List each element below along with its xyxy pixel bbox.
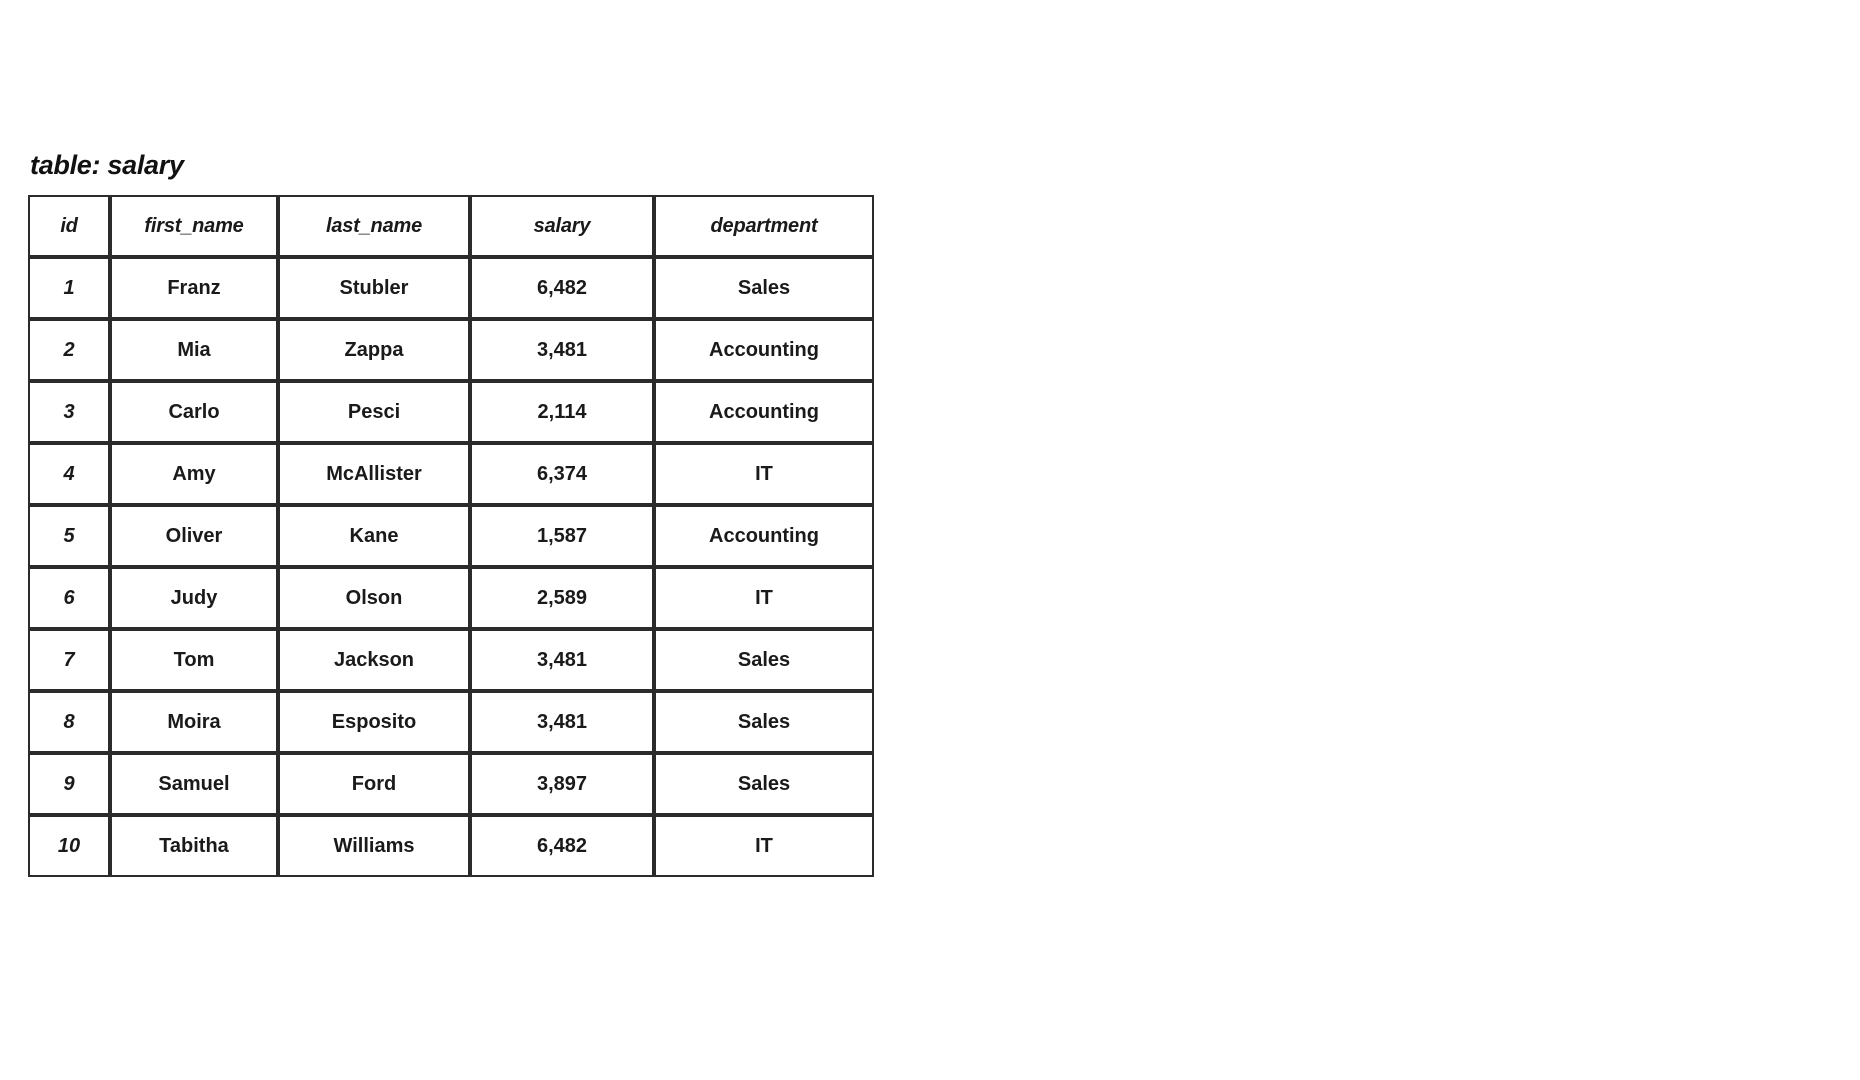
table-header <box>28 195 874 257</box>
cell-department: Sales <box>654 691 874 753</box>
table-row <box>28 815 874 877</box>
cell-last-name: McAllister <box>278 443 470 505</box>
cell-id: 9 <box>28 753 110 815</box>
table-row <box>28 691 874 753</box>
cell-salary: 3,481 <box>470 319 654 381</box>
table-row <box>28 505 874 567</box>
cell-salary: 6,374 <box>470 443 654 505</box>
table-row <box>28 381 874 443</box>
cell-id: 7 <box>28 629 110 691</box>
cell-last-name: Jackson <box>278 629 470 691</box>
cell-first-name: Samuel <box>110 753 278 815</box>
cell-last-name: Esposito <box>278 691 470 753</box>
cell-first-name: Amy <box>110 443 278 505</box>
cell-id: 5 <box>28 505 110 567</box>
cell-last-name: Olson <box>278 567 470 629</box>
cell-id: 3 <box>28 381 110 443</box>
cell-first-name: Franz <box>110 257 278 319</box>
cell-salary: 2,589 <box>470 567 654 629</box>
table-row <box>28 443 874 505</box>
cell-first-name: Tom <box>110 629 278 691</box>
cell-salary: 3,481 <box>470 629 654 691</box>
cell-department: Accounting <box>654 505 874 567</box>
cell-id: 10 <box>28 815 110 877</box>
table-caption: table: salary <box>30 150 184 180</box>
cell-id: 1 <box>28 257 110 319</box>
table-body <box>28 257 874 877</box>
salary-table <box>28 195 874 877</box>
cell-salary: 6,482 <box>470 815 654 877</box>
cell-department: IT <box>654 443 874 505</box>
column-header-last-name: last_name <box>278 195 470 257</box>
column-header-first-name: first_name <box>110 195 278 257</box>
cell-department: Accounting <box>654 319 874 381</box>
table-row <box>28 629 874 691</box>
cell-id: 6 <box>28 567 110 629</box>
column-header-department: department <box>654 195 874 257</box>
cell-last-name: Stubler <box>278 257 470 319</box>
cell-id: 4 <box>28 443 110 505</box>
cell-last-name: Pesci <box>278 381 470 443</box>
cell-salary: 3,481 <box>470 691 654 753</box>
column-header-id: id <box>28 195 110 257</box>
cell-first-name: Carlo <box>110 381 278 443</box>
cell-last-name: Zappa <box>278 319 470 381</box>
table-row <box>28 753 874 815</box>
cell-first-name: Judy <box>110 567 278 629</box>
cell-last-name: Kane <box>278 505 470 567</box>
table-row <box>28 567 874 629</box>
cell-first-name: Tabitha <box>110 815 278 877</box>
cell-department: Sales <box>654 257 874 319</box>
table-header-row <box>28 195 874 257</box>
cell-last-name: Williams <box>278 815 470 877</box>
cell-department: Sales <box>654 753 874 815</box>
document-body <box>28 150 908 877</box>
cell-department: IT <box>654 815 874 877</box>
cell-last-name: Ford <box>278 753 470 815</box>
cell-first-name: Mia <box>110 319 278 381</box>
cell-first-name: Oliver <box>110 505 278 567</box>
cell-salary: 1,587 <box>470 505 654 567</box>
table-row <box>28 257 874 319</box>
cell-salary: 2,114 <box>470 381 654 443</box>
cell-department: Accounting <box>654 381 874 443</box>
cell-salary: 3,897 <box>470 753 654 815</box>
cell-id: 2 <box>28 319 110 381</box>
cell-department: IT <box>654 567 874 629</box>
cell-first-name: Moira <box>110 691 278 753</box>
column-header-salary: salary <box>470 195 654 257</box>
cell-id: 8 <box>28 691 110 753</box>
table-row <box>28 319 874 381</box>
cell-salary: 6,482 <box>470 257 654 319</box>
cell-department: Sales <box>654 629 874 691</box>
